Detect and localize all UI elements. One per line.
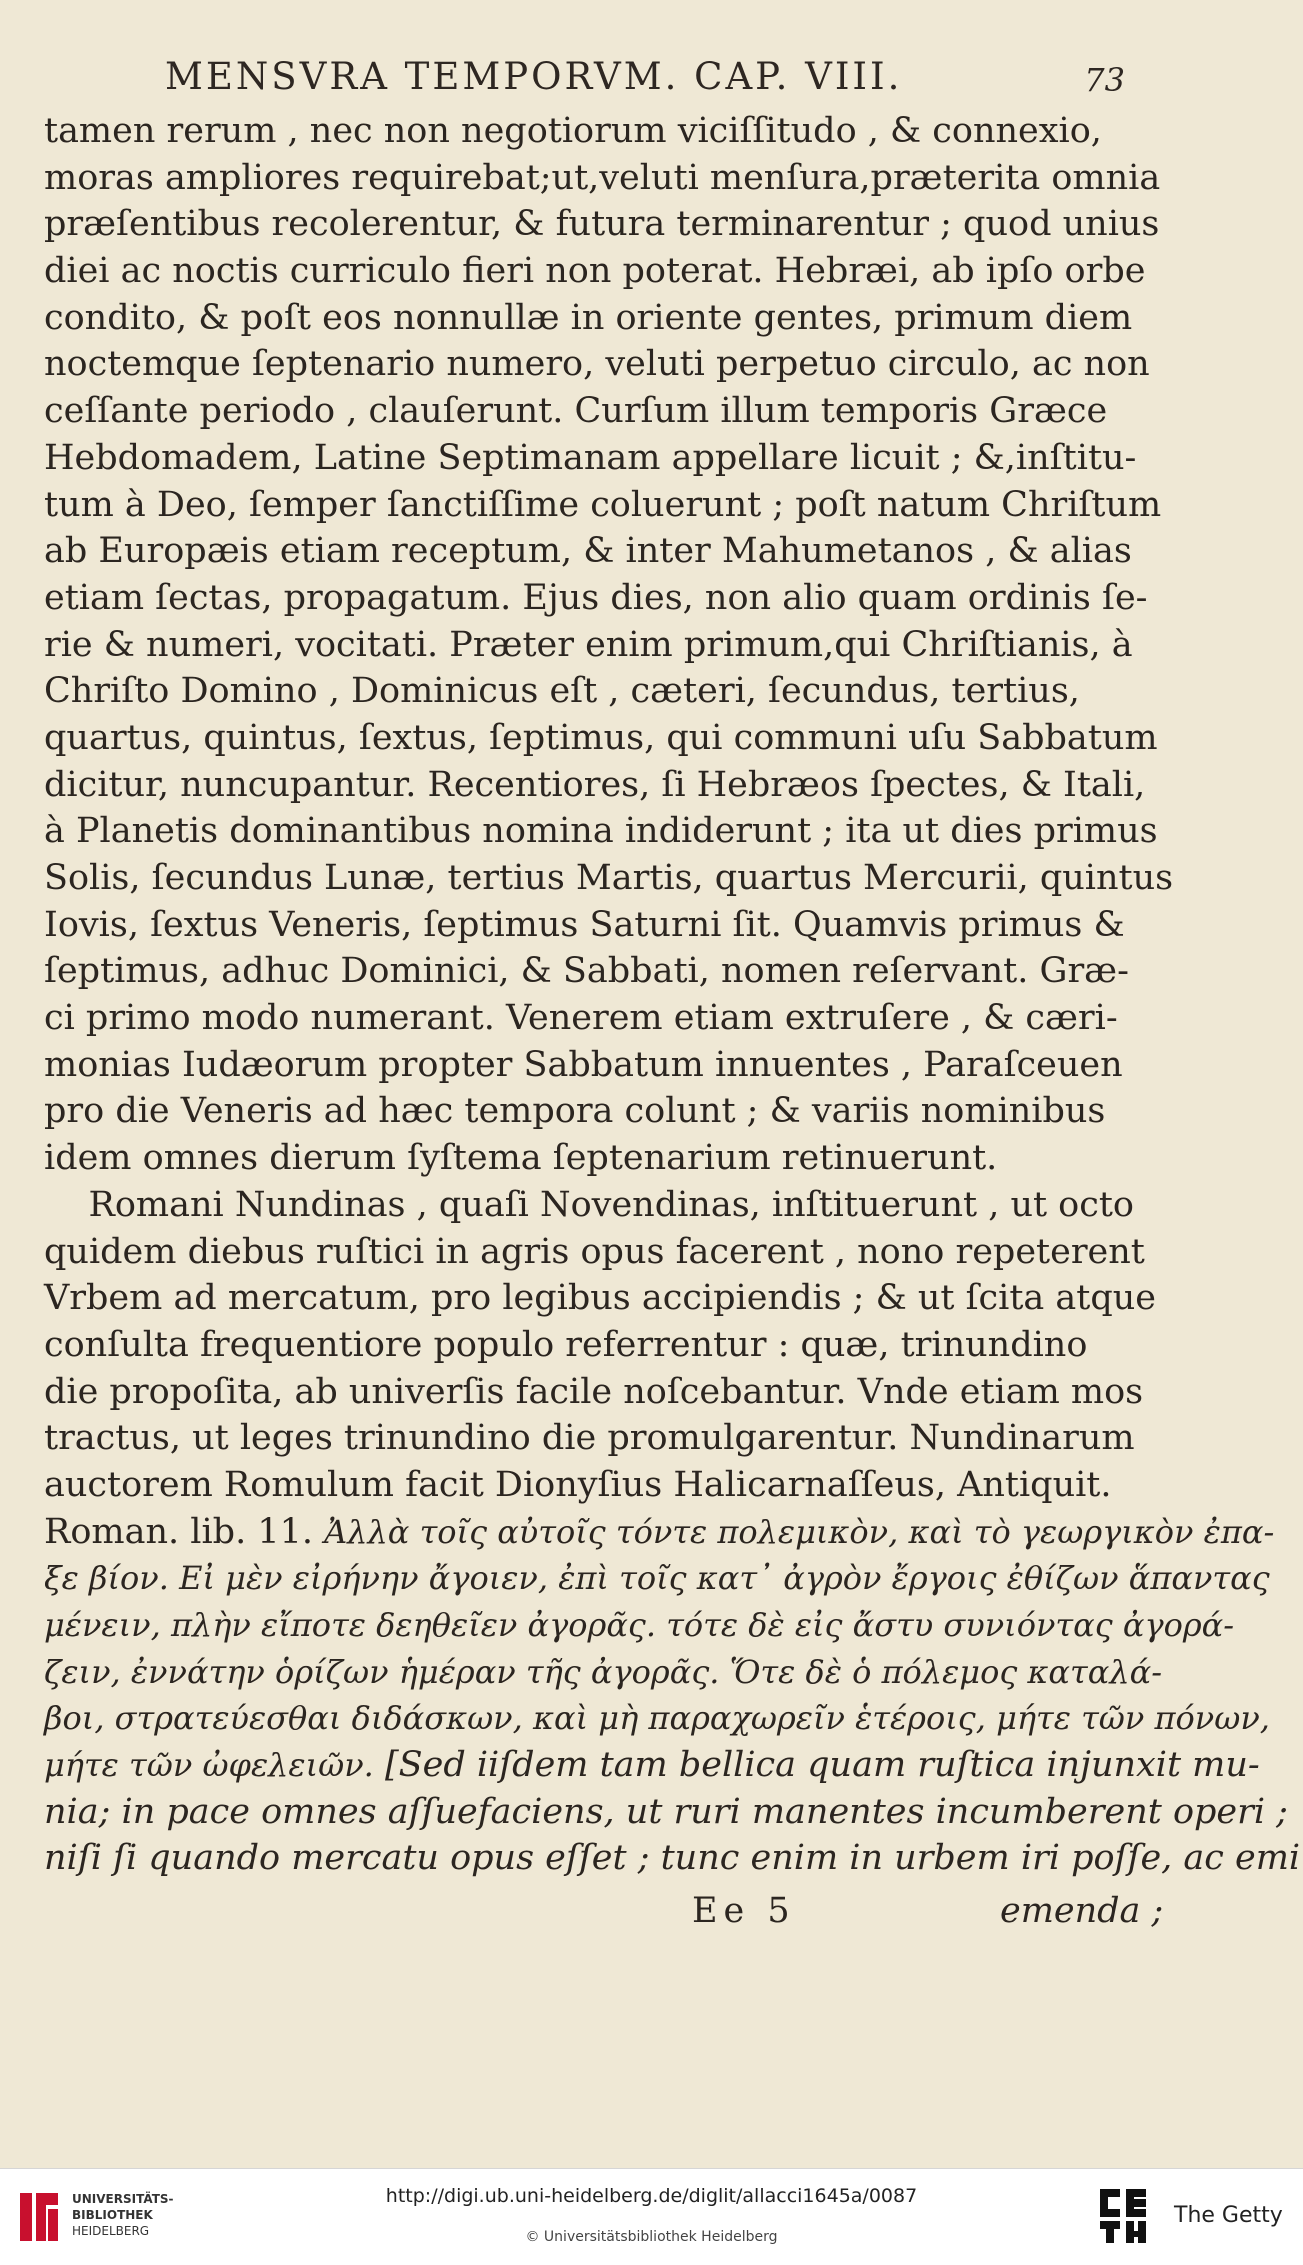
running-title: MENSVRA TEMPORVM. CAP. VIII. — [165, 55, 903, 98]
library-name: UNIVERSITÄTS- BIBLIOTHEK HEIDELBERG — [72, 2192, 174, 2238]
text-line: auctorem Romulum facit Dionyſius Halicarnaſſeus, Antiquit. — [44, 1464, 1112, 1505]
text-line: quidem diebus ruſtici in agris opus facerent , nono repeterent — [44, 1231, 1145, 1272]
italic-line: nia; in pace omnes aſſuefaciens, ut ruri manentes incumberent operi ; — [44, 1791, 1288, 1832]
signature-mark: Ee 5 — [692, 1891, 796, 1931]
text-line: tractus, ut leges trinundino die promulgarentur. Nundinarum — [44, 1418, 1135, 1459]
text-line: Solis, ſecundus Lunæ, tertius Martis, quartus Mercurii, quintus — [44, 858, 1174, 898]
text-line: tum à Deo, ſemper ſanctiſſime coluerunt ; poſt natum Chriſtum — [44, 484, 1162, 525]
viewer-footer — [0, 2168, 1303, 2265]
text-line: ſeptimus, adhuc Dominici, & Sabbati, nomen reſervant. Græ- — [44, 951, 1129, 992]
getty-logo-icon[interactable] — [1096, 2185, 1150, 2247]
partner-name: The Getty — [1174, 2203, 1283, 2228]
text-line: ceſſante periodo , clauſerunt. Curſum illum temporis Græce — [44, 391, 1108, 432]
greek-text: μήτε τῶν ὠφελειῶν. — [44, 1746, 374, 1785]
text-line: pro die Veneris ad hæc tempora colunt ; & variis nominibus — [44, 1091, 1106, 1132]
latin-citation: Roman. lib. 11. — [44, 1511, 313, 1552]
page-number: 73 — [1084, 61, 1125, 99]
text-line: ab Europæis etiam receptum, & inter Mahumetanos , & alias — [44, 531, 1132, 572]
greek-text: Ἀλλὰ τοῖς αὐτοῖς τόντε πολεμικὸν, καὶ τὸ γεωργικὸν ἐπα- — [324, 1512, 1275, 1551]
italic-line: niſi ſi quando mercatu opus eſſet ; tunc enim in urbem iri poſſe, ac emi — [44, 1838, 1301, 1879]
text-line: idem omnes dierum ſyſtema ſeptenarium retinuerunt. — [44, 1138, 998, 1179]
text-line: Hebdomadem, Latine Septimanam appellare licuit ; &,inſtitu- — [44, 437, 1137, 478]
text-line: dicitur, nuncupantur. Recentiores, ſi Hebræos ſpectes, & Itali, — [44, 764, 1146, 805]
text-line: Romani Nundinas , quaſi Novendinas, inſtituerunt , ut octo — [44, 1184, 1134, 1225]
text-line: monias Iudæorum propter Sabbatum innuentes , Paraſceuen — [44, 1044, 1123, 1085]
text-line: præſentibus recolerentur, & futura terminarentur ; quod unius — [44, 204, 1160, 245]
copyright-notice: © Universitätsbibliothek Heidelberg — [525, 2229, 778, 2245]
text-line: à Planetis dominantibus nomina indiderunt ; ita ut dies primus — [44, 811, 1158, 852]
text-line: tamen rerum , nec non negotiorum viciſſitudo , & connexio, — [44, 111, 1102, 151]
text-line: quartus, quintus, ſextus, ſeptimus, qui communi uſu Sabbatum — [44, 717, 1158, 758]
text-line: ci primo modo numerant. Venerem etiam extruſere , & cæri- — [44, 998, 1118, 1039]
text-line: noctemque ſeptenario numero, veluti perpetuo circulo, ac non — [44, 344, 1150, 385]
text-line: condito, & poſt eos nonnullæ in oriente gentes, primum diem — [44, 297, 1133, 338]
greek-line: ζειν, ἐννάτην ὁρίζων ἡμέραν τῆς ἀγορᾶς. Ὅτε δὲ ὁ πόλεμος καταλά- — [44, 1652, 1163, 1691]
text-line: rie & numeri, vocitati. Præter enim primum,qui Chriſtianis, à — [44, 624, 1133, 665]
text-line: Iovis, ſextus Veneris, ſeptimus Saturni ſit. Quamvis primus & — [44, 904, 1125, 945]
text-line: Vrbem ad mercatum, pro legibus accipiendis ; & ut ſcita atque — [44, 1278, 1156, 1319]
text-line: diei ac noctis curriculo fieri non poterat. Hebræi, ab ipſo orbe — [44, 251, 1146, 292]
text-line: moras ampliores requirebat;ut,veluti menſura,præterita omnia — [44, 157, 1161, 198]
text-line: conſulta frequentiore populo referrentur : quæ, trinundino — [44, 1324, 1088, 1365]
signature-line — [0, 1891, 1303, 1935]
greek-line: βοι, στρατεύεσθαι διδάσκων, καὶ μὴ παραχωρεῖν ἑτέροις, μήτε τῶν πόνων, — [44, 1699, 1270, 1738]
permalink[interactable]: http://digi.ub.uni-heidelberg.de/diglit/allacci1645a/0087 — [385, 2185, 918, 2207]
running-header — [165, 55, 1125, 105]
text-line: die propoſita, ab univerſis facile noſcebantur. Vnde etiam mos — [44, 1371, 1144, 1412]
catchword: emenda ; — [1000, 1891, 1164, 1931]
body-text — [44, 108, 1301, 1882]
italic-translation: [Sed iiſdem tam bellica quam ruſtica injunxit mu- — [384, 1745, 1260, 1786]
mixed-line — [44, 1742, 1260, 1789]
greek-line: μένειν, πλὴν εἴποτε δεηθεῖεν ἀγορᾶς. τότε δὲ εἰς ἄστυ συνιόντας ἀγορά- — [44, 1606, 1235, 1644]
mixed-line — [44, 1509, 1275, 1556]
greek-line: ξε βίον. Εἰ μὲν εἰρήνην ἄγοιεν, ἐπὶ τοῖς κατ᾿ ἀγρὸν ἔργοις ἐθίζων ἅπαντας — [44, 1559, 1270, 1598]
text-line: Chriſto Domino , Dominicus eſt , cæteri, ſecundus, tertius, — [44, 671, 1080, 712]
text-line: etiam ſectas, propagatum. Ejus dies, non alio quam ordinis ſe- — [44, 577, 1148, 618]
